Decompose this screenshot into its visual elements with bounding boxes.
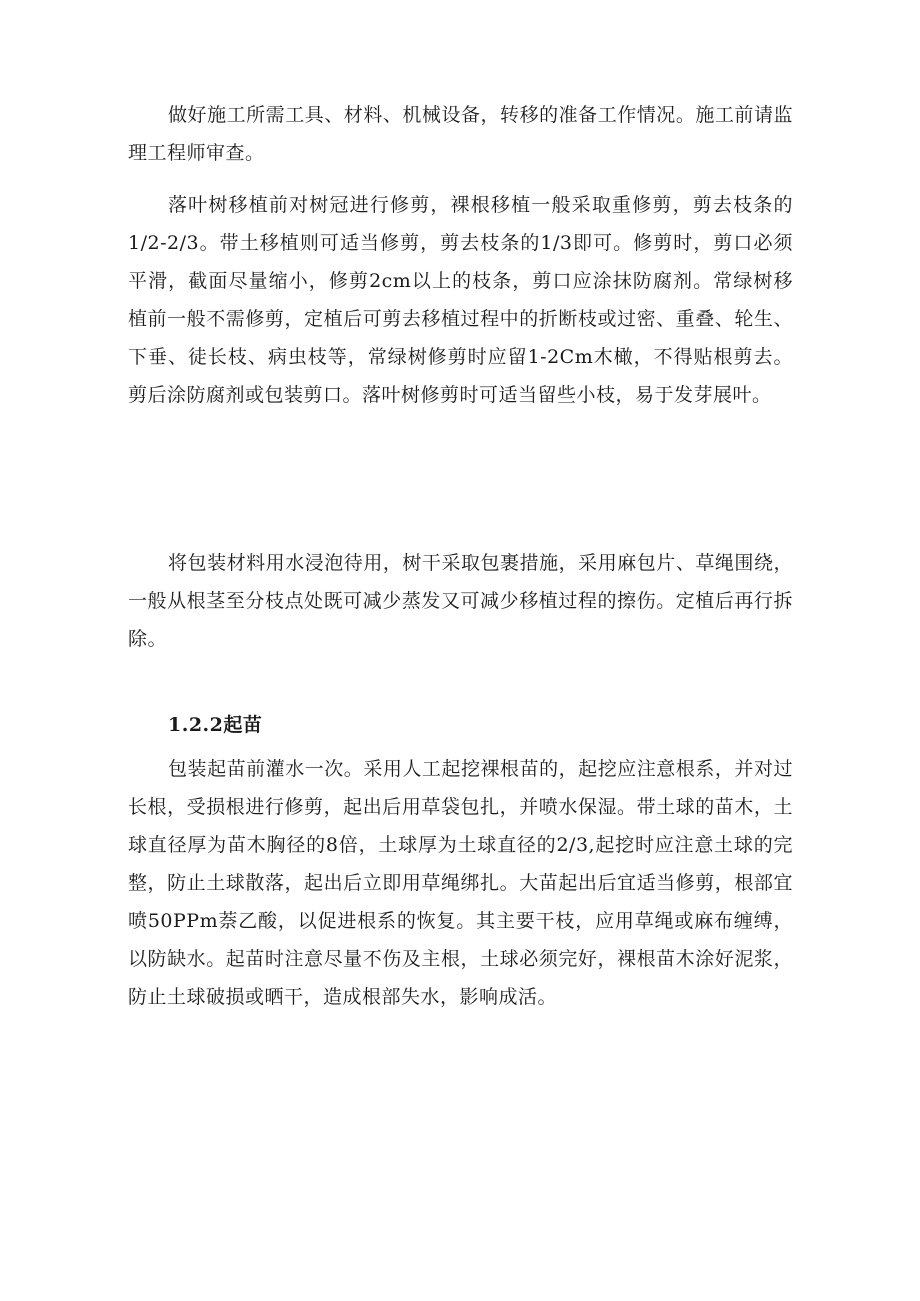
paragraph-wrapping: 将包装材料用水浸泡待用，树干采取包裹措施，采用麻包片、草绳围绕，一般从根茎至分枝点处既可减少蒸发又可减少移植过程的擦伤。定植后再行拆除。 bbox=[128, 552, 793, 650]
paragraph-lifting: 包装起苗前灌水一次。采用人工起挖裸根苗的，起挖应注意根系，并对过长根，受损根进行修剪，起出后用草袋包扎，并喷水保湿。带土球的苗木，土球直径厚为苗木胸径的8倍，土球厚为土球直径的2/3,起挖时应注意土球的完整，防止土球散落，起出后立即用草绳绑扎。大苗起出后宜适当修剪，根部宜喷50PPm萘乙酸，以促进根系的恢复。其主要干枝，应用草绳或麻布缠缚，以防缺水。起苗时注意尽量不伤及主根，土球必须完好，裸根苗木涂好泥浆，防止土球破损或晒干，造成根部失水，影响成活。 bbox=[128, 758, 793, 1008]
paragraph-preparation: 做好施工所需工具、材料、机械设备，转移的准备工作情况。施工前请监理工程师审查。 bbox=[128, 104, 793, 164]
paragraph-pruning: 落叶树移植前对树冠进行修剪，裸根移植一般采取重修剪，剪去枝条的1/2-2/3。带土移植则可适当修剪，剪去枝条的1/3即可。修剪时，剪口必须平滑，截面尽量缩小，修剪2cm以上的枝条，剪口应涂抹防腐剂。常绿树移植前一般不需修剪，定植后可剪去移植过程中的折断枝或过密、重叠、轮生、下垂、徒长枝、病虫枝等，常绿树修剪时应留1-2Cm木橄，不得贴根剪去。剪后涂防腐剂或包装剪口。落叶树修剪时可适当留些小枝，易于发芽展叶。 bbox=[128, 194, 793, 406]
section-heading: 1.2.2起苗 bbox=[168, 714, 263, 736]
